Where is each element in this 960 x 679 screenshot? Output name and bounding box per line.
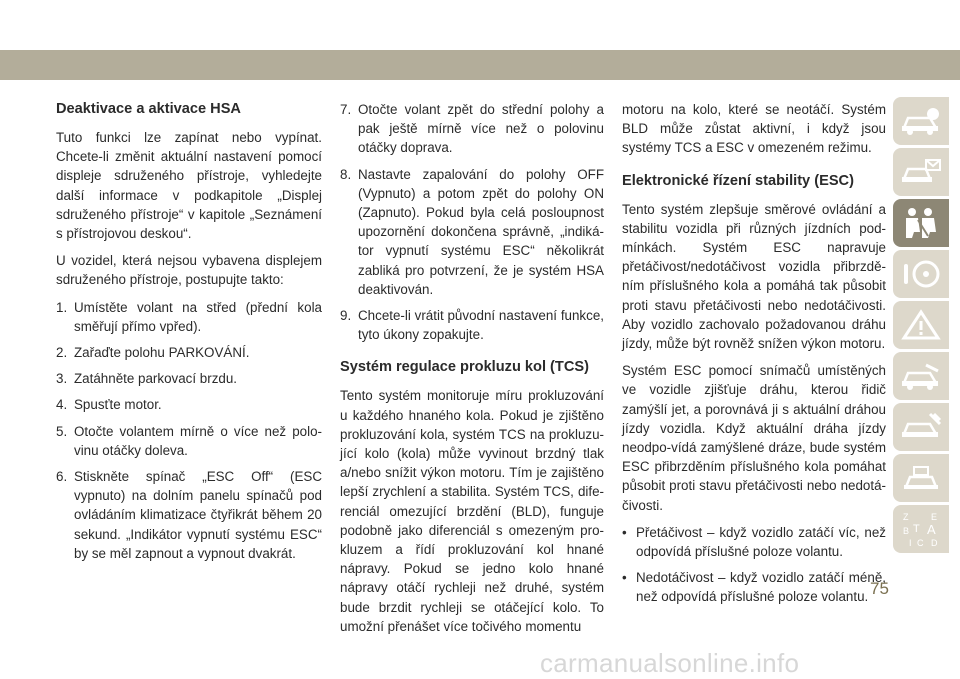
column-1 xyxy=(56,100,322,570)
list-item: • Přetáčivost – když vozidlo zatáčí víc, než odpovídá příslušné poloze volantu. xyxy=(622,524,886,560)
paragraph: U vozidel, která nejsou vybavena displejem sdruženého přístroje, postupujte takto: xyxy=(56,253,322,288)
index-letter: A xyxy=(927,522,936,537)
list-item: 6. Stiskněte spínač „ESC Off“ (ESC vypnuto) na dolním panelu spínačů pod ovládáním klimatizace čtyřikrát během 20 sekund. „Indikátor vypnutí systému ESC“ by se měl zapnout a vypnout dvakrát. xyxy=(56,469,322,561)
tab-car-service[interactable] xyxy=(893,352,949,400)
index-letter: T xyxy=(913,523,920,535)
list-item: 5. Otočte volantem mírně o více než polo-vinu otáčky doleva. xyxy=(56,423,322,458)
car-service-icon xyxy=(900,361,942,391)
list-item: 9. Chcete-li vrátit původní nastavení funkce, tyto úkony zopakujte. xyxy=(340,308,604,343)
top-color-band xyxy=(0,50,960,80)
car-info-icon xyxy=(900,106,942,136)
tab-index[interactable] xyxy=(893,505,949,553)
tab-car-message[interactable] xyxy=(893,148,949,196)
tab-warning[interactable] xyxy=(893,301,949,349)
index-letter: C xyxy=(917,538,924,548)
paragraph: Systém ESC pomocí snímačů umístěných ve vozidle zjišťuje dráhu, kterou řidič zamýšlí jet, a porovnává ji s aktuální dráhou jízdy vozidla. Když aktuální dráha jízdy neodpo-vídá zamýšlené dráze, bude systém ESC přibrzděním příslušného kola pomáhat působit proti stavu přetáčivosti nebo nedotá-čivosti. xyxy=(622,363,886,513)
index-letter: B xyxy=(903,526,910,536)
column-3 xyxy=(622,100,886,614)
tab-start-driving[interactable] xyxy=(893,250,949,298)
index-letter: E xyxy=(931,512,938,522)
page-number: 75 xyxy=(870,579,889,598)
paragraph: Tuto funkci lze zapínat nebo vypínat. Chcete-li změnit aktuální nastavení pomocí displeje sdruženého přístroje, vyhledejte další informace v podkapitole „Displej sdruženého přístroje“ v kapitole „Seznámení s přístrojovou deskou“. xyxy=(56,130,322,242)
paragraph: motoru na kolo, které se neotáčí. Systém BLD může zůstat aktivní, i když jsou systémy TCS a ESC v omezeném režimu. xyxy=(622,102,886,156)
paragraph: Tento systém monitoruje míru prokluzování u každého hnaného kola. Pokud je zjištěno prokluzování kola, systém TCS na prokluzu-jící kolo (kola) může vyvinout brzdný tlak a/nebo snížit výkon motoru. Tím je zajištěno lepší zrychlení a stabilita. Systém TCS, dife-renciál omezující brzdění (BLD), funguje podobně jako diferenciál s omezeným pro-kluzem a řídí prokluzování kol hnané nápravy. Pokud se jedno kolo hnané nápravy otáčí rychleji než druhé, systém bude brzdit rychleji se otáčející kolo. To umožní přenášet více točivého momentu xyxy=(340,388,604,634)
index-icon xyxy=(899,510,943,548)
tab-specifications[interactable] xyxy=(893,454,949,502)
tab-safety[interactable] xyxy=(893,199,949,247)
index-letter: Z xyxy=(903,512,909,522)
list-item: 2. Zařaďte polohu PARKOVÁNÍ. xyxy=(56,345,250,361)
chapter-tabs xyxy=(893,97,949,556)
watermark-text: carmanualsonline.info xyxy=(540,648,800,678)
index-letter: I xyxy=(909,538,912,548)
section-heading-hsa: Deaktivace a aktivace HSA xyxy=(56,101,241,117)
warning-triangle-icon xyxy=(900,309,942,341)
maintenance-icon xyxy=(900,412,942,442)
car-message-icon xyxy=(900,157,942,187)
safety-occupant-icon xyxy=(900,206,942,240)
start-driving-icon xyxy=(900,258,942,290)
list-item: 1. Umístěte volant na střed (přední kola směřují přímo vpřed). xyxy=(56,299,322,334)
list-item: 4. Spusťte motor. xyxy=(56,397,162,413)
section-heading-tcs: Systém regulace prokluzu kol (TCS) xyxy=(340,359,589,376)
paragraph: Tento systém zlepšuje směrové ovládání a stabilitu vozidla při různých jízdních pod-mínkách. Systém ESC napravuje přetáčivost/nedotáčivost vozidla přibrzdě-ním příslušného kola a pomáhá tak působit proti stavu přetáčivosti nebo nedotáčivosti. Aby vozidlo zachovalo požadovanou dráhu jízdy, může být rovněž snížen výkon motoru. xyxy=(622,201,886,352)
specifications-icon xyxy=(900,463,942,493)
section-heading-esc: Elektronické řízení stability (ESC) xyxy=(622,172,854,189)
column-2 xyxy=(340,100,604,644)
list-item: 7. Otočte volant zpět do střední polohy a pak ještě mírně více než o polovinu otáčky doprava. xyxy=(340,102,604,156)
tab-maintenance[interactable] xyxy=(893,403,949,451)
list-item: 3. Zatáhněte parkovací brzdu. xyxy=(56,371,238,387)
list-item: 8. Nastavte zapalování do polohy OFF (Vypnuto) a potom zpět do polohy ON (Zapnuto). Pokud byla celá posloupnost upozornění dokončena správně, „indiká-tor vypnutí systému ESC“ několikrát zabliká pro potvrzení, že je systém HSA deaktivován. xyxy=(340,166,604,297)
tab-car-info[interactable] xyxy=(893,97,949,145)
index-letter: D xyxy=(931,538,938,548)
list-item: • Nedotáčivost – když vozidlo zatáčí méně, než odpovídá příslušné poloze volantu. xyxy=(622,570,886,605)
